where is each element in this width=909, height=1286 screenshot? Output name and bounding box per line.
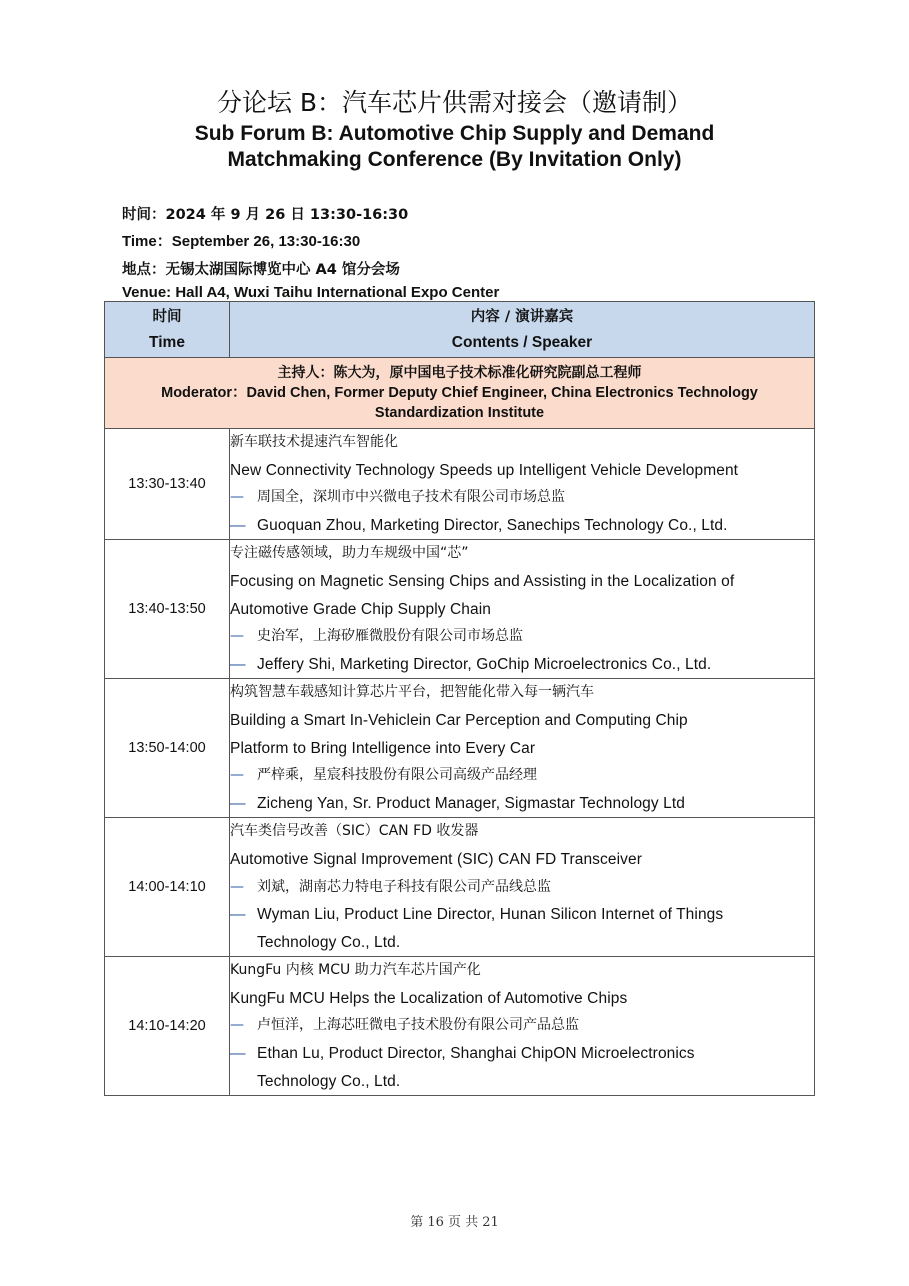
dash-icon: — [230, 489, 244, 506]
speaker-en-text: Wyman Liu, Product Line Director, Hunan Silicon Internet of Things [257, 906, 724, 924]
speaker-cn [230, 1012, 814, 1040]
speaker-en-text: Guoquan Zhou, Marketing Director, Sanechips Technology Co., Ltd. [257, 516, 728, 534]
speaker-en-text: Zicheng Yan, Sr. Product Manager, Sigmastar Technology Ltd [257, 794, 685, 812]
session-title-cn: 汽车类信号改善（SIC）CAN FD 收发器 [230, 823, 479, 840]
session-content [230, 957, 815, 1096]
speaker-en-text: Ethan Lu, Product Director, Shanghai ChipON Microelectronics [257, 1045, 695, 1063]
speaker-en [230, 790, 814, 818]
moderator-cn: 主持人：陈大为，原中国电子技术标准化研究院副总工程师 [277, 365, 642, 381]
speaker-en [230, 512, 814, 540]
session-content [230, 818, 815, 957]
speaker-cn [230, 874, 814, 902]
session-title-cn: 构筑智慧车载感知计算芯片平台，把智能化带入每一辆汽车 [230, 684, 594, 701]
session-title-en-cont: Platform to Bring Intelligence into Every Car [230, 739, 536, 757]
speaker-cn [230, 623, 814, 651]
header-time [105, 302, 230, 358]
table-row [105, 679, 815, 818]
moderator-cell [105, 358, 815, 429]
table-header-row [105, 302, 815, 358]
table-row [105, 540, 815, 679]
session-title-en: Focusing on Magnetic Sensing Chips and Assisting in the Localization of [230, 572, 735, 590]
header-time-en: Time [149, 333, 185, 351]
session-time: 13:30-13:40 [105, 429, 230, 540]
speaker-cn-text: 卢恒洋，上海芯旺微电子技术股份有限公司产品总监 [257, 1017, 579, 1034]
session-title-en: KungFu MCU Helps the Localization of Automotive Chips [230, 989, 628, 1007]
speaker-cn-text: 周国全，深圳市中兴微电子技术有限公司市场总监 [257, 489, 565, 506]
header-content [230, 302, 815, 358]
session-title-en: Automotive Signal Improvement (SIC) CAN FD Transceiver [230, 850, 642, 868]
speaker-en [230, 651, 814, 679]
table-row [105, 818, 815, 957]
session-content [230, 679, 815, 818]
dash-icon: — [230, 794, 246, 812]
moderator-en-line2: Standardization Institute [374, 405, 545, 421]
venue-cn: 地点：无锡太湖国际博览中心 A4 馆分会场 [122, 262, 400, 278]
speaker-en-cont: Technology Co., Ltd. [257, 933, 401, 951]
speaker-en [230, 901, 814, 929]
session-title-en: Building a Smart In-Vehiclein Car Perception and Computing Chip [230, 711, 688, 729]
session-content [230, 429, 815, 540]
dash-icon: — [230, 628, 244, 645]
header-content-cn: 内容 / 演讲嘉宾 [470, 308, 574, 325]
page-number: 第 16 页 共 21 [410, 1215, 499, 1230]
session-title-cn: KungFu 内核 MCU 助力汽车芯片国产化 [230, 962, 481, 979]
speaker-cn-text: 史治军，上海矽雁微股份有限公司市场总监 [257, 628, 523, 645]
page-title-cn: 分论坛 B：汽车芯片供需对接会（邀请制） [216, 88, 693, 117]
speaker-cn-text: 刘斌，湖南芯力特电子科技有限公司产品线总监 [257, 878, 551, 895]
speaker-cn [230, 484, 814, 512]
session-time: 13:40-13:50 [105, 540, 230, 679]
dash-icon: — [230, 1017, 244, 1034]
session-title-en-cont: Automotive Grade Chip Supply Chain [230, 600, 492, 618]
table-row [105, 957, 815, 1096]
speaker-en-text: Jeffery Shi, Marketing Director, GoChip Microelectronics Co., Ltd. [257, 655, 712, 673]
time-en: Time：September 26, 13:30-16:30 [122, 233, 361, 250]
moderator-en-line1: Moderator：David Chen, Former Deputy Chief Engineer, China Electronics Technology [161, 385, 758, 401]
session-time: 14:10-14:20 [105, 957, 230, 1096]
session-title-cn: 专注磁传感领域，助力车规级中国“芯” [230, 545, 469, 562]
speaker-en [230, 1040, 814, 1068]
dash-icon: — [230, 516, 246, 534]
dash-icon: — [230, 1045, 246, 1063]
page-title-en [0, 121, 909, 173]
speaker-en-cont: Technology Co., Ltd. [257, 1072, 401, 1090]
dash-icon: — [230, 906, 246, 924]
session-content [230, 540, 815, 679]
session-time: 13:50-14:00 [105, 679, 230, 818]
dash-icon: — [230, 767, 244, 784]
venue-en: Venue: Hall A4, Wuxi Taihu International Expo Center [122, 284, 500, 301]
table-row [105, 429, 815, 540]
speaker-cn-text: 严梓乘，星宸科技股份有限公司高级产品经理 [257, 767, 537, 784]
page-title-en-line1: Sub Forum B: Automotive Chip Supply and Demand [194, 122, 715, 145]
session-title-en: New Connectivity Technology Speeds up Intelligent Vehicle Development [230, 461, 739, 479]
speaker-cn [230, 762, 814, 790]
dash-icon: — [230, 655, 246, 673]
time-cn: 时间：2024 年 9 月 26 日 13:30-16:30 [122, 207, 409, 223]
dash-icon: — [230, 878, 244, 895]
session-title-cn: 新车联技术提速汽车智能化 [230, 434, 398, 450]
moderator-row [105, 358, 815, 429]
agenda-table [104, 301, 815, 1096]
page-title-en-line2: Matchmaking Conference (By Invitation Only) [227, 148, 682, 171]
header-content-en: Contents / Speaker [451, 333, 593, 351]
header-time-cn: 时间 [152, 308, 182, 325]
session-time: 14:00-14:10 [105, 818, 230, 957]
